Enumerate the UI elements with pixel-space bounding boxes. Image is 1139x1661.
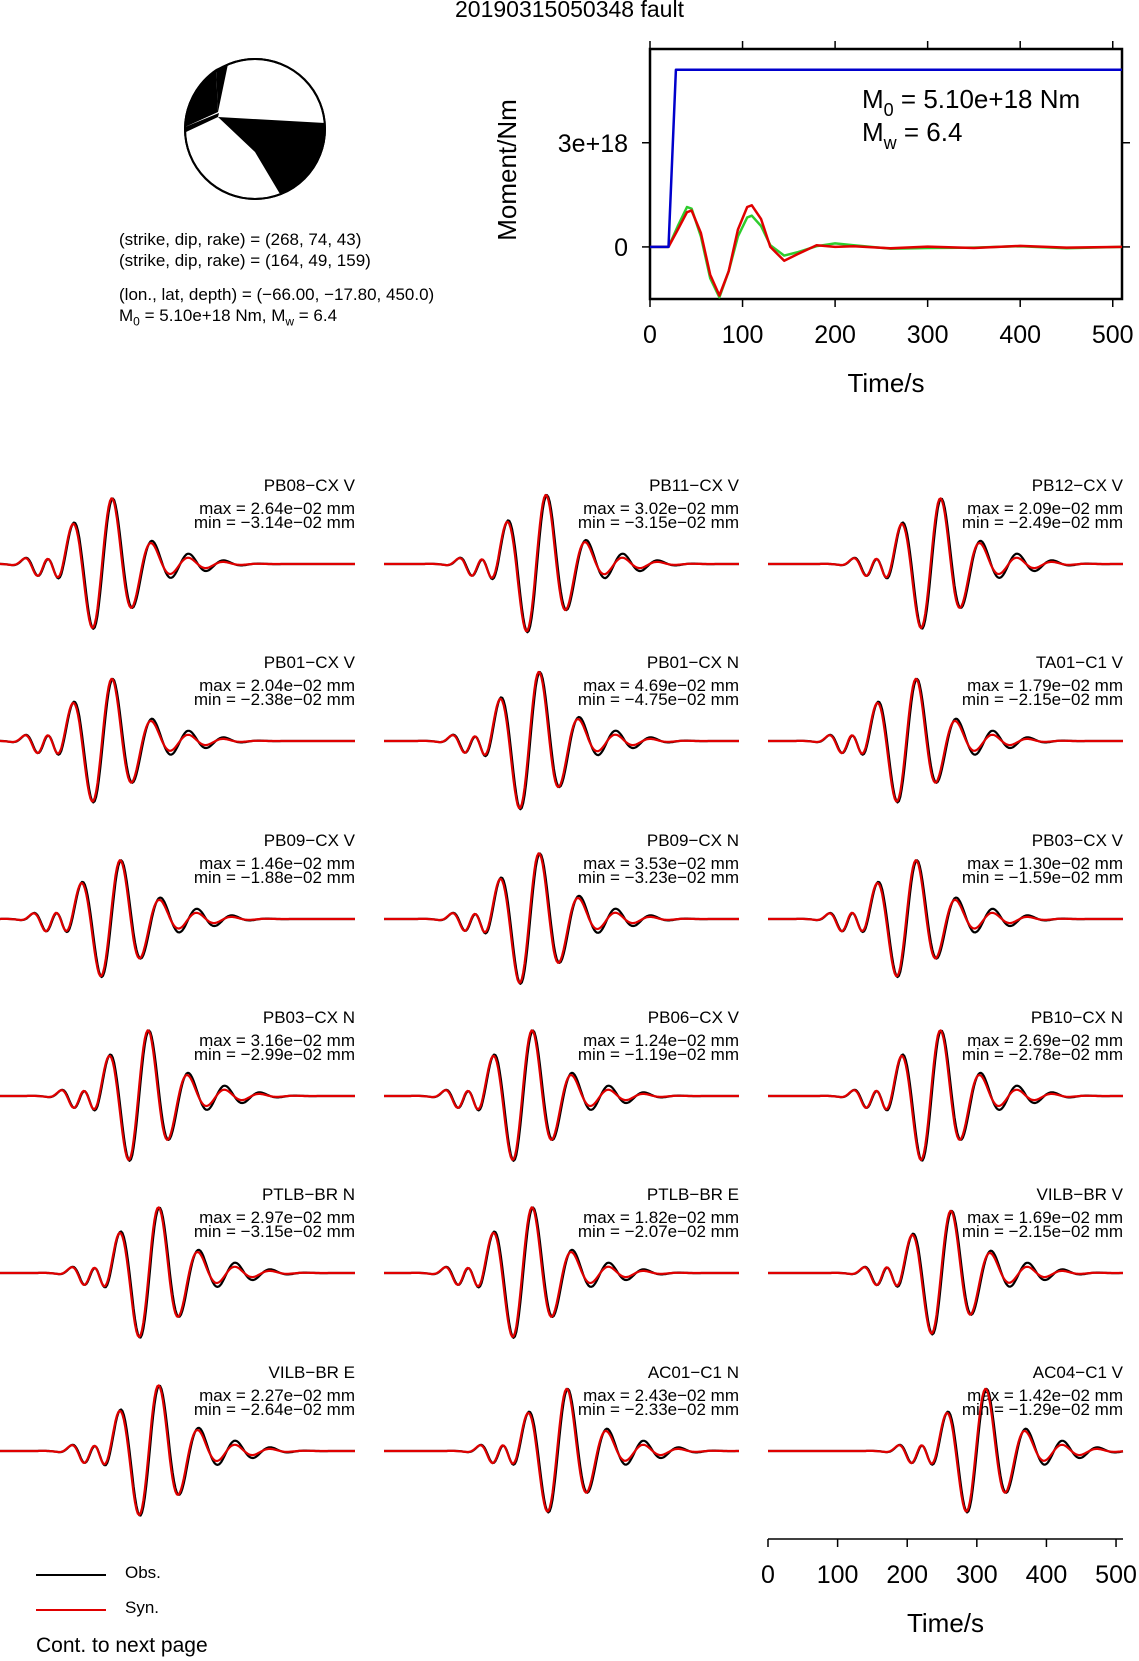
- station-max-label: max = 3.16e−02 mm: [199, 1031, 355, 1050]
- station-name-label: PB09−CX N: [646, 831, 739, 850]
- station-name-label: PB12−CX V: [1031, 476, 1123, 495]
- wave-xtick-label: 300: [955, 1561, 998, 1589]
- station-max-label: max = 1.69e−02 mm: [967, 1208, 1123, 1227]
- obs-legend-line: [36, 1574, 106, 1576]
- stf-xtick-label: 500: [1091, 321, 1134, 349]
- station-name-label: AC04−C1 V: [1032, 1363, 1123, 1382]
- station-min-label: min = −3.15e−02 mm: [577, 513, 739, 532]
- station-min-label: min = −2.15e−02 mm: [961, 690, 1123, 709]
- nodal-plane-1: (strike, dip, rake) = (268, 74, 43): [119, 230, 362, 249]
- moment-magnitude-text: $M_0 = 5.10e+18$ Nm, $M_w = 6.4$: [119, 306, 338, 329]
- stf-mw-annotation: $M_w = 6.4$: [862, 117, 963, 153]
- station-min-label: min = −2.78e−02 mm: [961, 1045, 1123, 1064]
- station-max-label: max = 1.30e−02 mm: [967, 854, 1123, 873]
- station-name-label: PB11−CX V: [649, 476, 739, 495]
- stf-xtick-label: 300: [906, 321, 949, 349]
- station-min-label: min = −1.59e−02 mm: [961, 868, 1123, 887]
- nodal-plane-2: (strike, dip, rake) = (164, 49, 159): [119, 251, 371, 270]
- station-name-label: PB08−CX V: [263, 476, 355, 495]
- page-title: 20190315050348 fault: [455, 0, 684, 22]
- station-min-label: min = −4.75e−02 mm: [577, 690, 739, 709]
- syn-legend-line: [36, 1609, 106, 1611]
- station-min-label: min = −1.29e−02 mm: [961, 1400, 1123, 1419]
- station-name-label: PTLB−BR E: [646, 1185, 739, 1204]
- station-min-label: min = −1.88e−02 mm: [193, 868, 355, 887]
- station-min-label: min = −2.15e−02 mm: [961, 1222, 1123, 1241]
- station-min-label: min = −2.64e−02 mm: [193, 1400, 355, 1419]
- station-name-label: TA01−C1 V: [1035, 653, 1123, 672]
- station-min-label: min = −1.19e−02 mm: [577, 1045, 739, 1064]
- stf-xtick-label: 0: [643, 321, 657, 349]
- station-max-label: max = 2.69e−02 mm: [967, 1031, 1123, 1050]
- stf-m0-annotation: $M_0 = 5.10e+18$ Nm: [862, 84, 1081, 120]
- station-max-label: max = 1.46e−02 mm: [199, 854, 355, 873]
- wave-xtick-label: 400: [1025, 1561, 1068, 1589]
- station-min-label: min = −2.07e−02 mm: [577, 1222, 739, 1241]
- station-min-label: min = −2.38e−02 mm: [193, 690, 355, 709]
- station-min-label: min = −3.14e−02 mm: [193, 513, 355, 532]
- wave-xtick-label: 0: [761, 1561, 775, 1589]
- syn-legend-label: Syn.: [125, 1598, 160, 1617]
- obs-legend-label: Obs.: [125, 1563, 161, 1582]
- station-name-label: VILB−BR V: [1036, 1185, 1123, 1204]
- station-max-label: max = 3.02e−02 mm: [583, 499, 739, 518]
- station-max-label: max = 2.97e−02 mm: [199, 1208, 355, 1227]
- station-max-label: max = 1.42e−02 mm: [967, 1386, 1123, 1405]
- stf-ytick-label: 0: [614, 233, 628, 262]
- station-max-label: max = 2.64e−02 mm: [199, 499, 355, 518]
- wave-xtick-label: 200: [886, 1561, 929, 1589]
- station-name-label: PB09−CX V: [263, 831, 355, 850]
- station-name-label: VILB−BR E: [268, 1363, 355, 1382]
- station-name-label: PB06−CX V: [647, 1008, 739, 1027]
- stf-xtick-label: 200: [814, 321, 856, 349]
- station-max-label: max = 3.53e−02 mm: [583, 854, 739, 873]
- hypocenter-location: (lon., lat, depth) = (−66.00, −17.80, 450.0): [119, 285, 435, 304]
- station-name-label: PB03−CX N: [262, 1008, 355, 1027]
- continuation-note: Cont. to next page: [36, 1634, 208, 1657]
- station-max-label: max = 1.79e−02 mm: [967, 676, 1123, 695]
- stf-xtick-label: 100: [721, 321, 764, 349]
- stf-xlabel: Time/s: [847, 368, 925, 398]
- station-name-label: PB10−CX N: [1030, 1008, 1123, 1027]
- station-min-label: min = −2.33e−02 mm: [577, 1400, 739, 1419]
- station-max-label: max = 2.04e−02 mm: [199, 676, 355, 695]
- station-max-label: max = 2.27e−02 mm: [199, 1386, 355, 1405]
- station-max-label: max = 2.43e−02 mm: [583, 1386, 739, 1405]
- station-name-label: PTLB−BR N: [261, 1185, 355, 1204]
- stf-xtick-label: 400: [999, 321, 1042, 349]
- station-max-label: max = 1.82e−02 mm: [583, 1208, 739, 1227]
- stf-ytick-label: 3e+18: [557, 129, 628, 158]
- station-max-label: max = 2.09e−02 mm: [967, 499, 1123, 518]
- wave-xtick-label: 100: [816, 1561, 859, 1589]
- wave-xtick-label: 500: [1095, 1561, 1137, 1589]
- station-name-label: AC01−C1 N: [647, 1363, 739, 1382]
- stf-ylabel: Moment/Nm: [492, 99, 522, 241]
- station-name-label: PB01−CX V: [263, 653, 355, 672]
- wave-xlabel: Time/s: [906, 1608, 985, 1638]
- station-max-label: max = 4.69e−02 mm: [583, 676, 739, 695]
- station-name-label: PB01−CX N: [646, 653, 739, 672]
- station-min-label: min = −3.23e−02 mm: [577, 868, 739, 887]
- station-max-label: max = 1.24e−02 mm: [583, 1031, 739, 1050]
- station-min-label: min = −2.99e−02 mm: [193, 1045, 355, 1064]
- station-min-label: min = −3.15e−02 mm: [193, 1222, 355, 1241]
- station-min-label: min = −2.49e−02 mm: [961, 513, 1123, 532]
- station-name-label: PB03−CX V: [1031, 831, 1123, 850]
